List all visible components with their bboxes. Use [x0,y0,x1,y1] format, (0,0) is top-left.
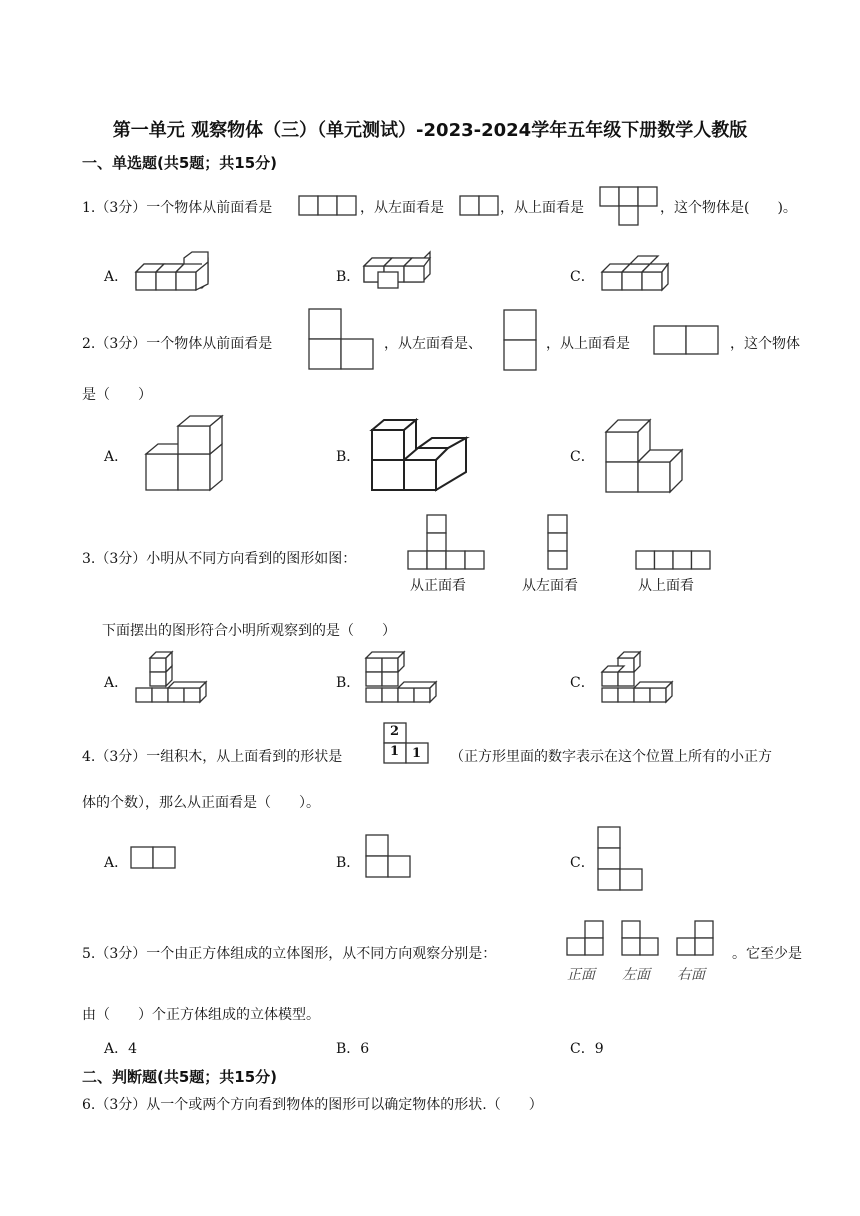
q3-top-view-figure [636,551,712,571]
q2-front-view-figure [309,309,375,371]
q5-option-c[interactable]: C．9 [570,1041,604,1057]
q5-text-part2: 。它至少是 [732,946,802,962]
q1-option-b-label[interactable]: B． [336,269,361,285]
q4-option-b-label[interactable]: B． [336,855,361,871]
q1-text-part3: ，从上面看是 [500,200,584,216]
q3-option-b-label[interactable]: B． [336,675,361,691]
q3-front-view-figure [408,515,486,571]
q2-option-c-label[interactable]: C． [570,449,595,465]
q2-option-c-cubes[interactable] [606,418,688,494]
q4-option-a-label[interactable]: A． [104,855,129,871]
q4-text-part1: 4.（3分）一组积木，从上面看到的形状是 [82,749,343,765]
q3-option-b-cubes[interactable] [366,652,436,706]
q3-caption-top: 从上面看 [638,578,694,594]
q5-left-view-figure [622,921,662,959]
q2-option-b-cubes[interactable] [372,420,472,492]
q5-text-part1: 5.（3分）一个由正方体组成的立体图形，从不同方向观察分别是： [82,946,497,962]
q5-option-a[interactable]: A．4 [104,1041,138,1057]
q5-caption-left: 左面 [622,967,650,983]
q2-text-part1: 2.（3分）一个物体从前面看是 [82,336,273,352]
q2-option-a-cubes[interactable] [146,416,226,492]
q1-option-b-cubes[interactable] [364,256,434,292]
q1-option-c-cubes[interactable] [602,258,672,294]
q1-top-view-figure [600,187,658,227]
q3-caption-left: 从左面看 [522,578,578,594]
q3-option-c-cubes[interactable] [602,652,672,706]
q2-option-a-label[interactable]: A． [104,449,129,465]
section-heading-true-false: 二、判断题(共5题；共15分) [82,1068,278,1086]
q1-front-view-figure [299,196,357,216]
q4-option-a-figure[interactable] [131,847,177,869]
q3-text-part1: 3.（3分）小明从不同方向看到的图形如图： [82,551,357,567]
q2-text-part3: ，从上面看是 [546,336,630,352]
q1-option-c-label[interactable]: C． [570,269,595,285]
q3-caption-front: 从正面看 [410,578,466,594]
q1-option-a-label[interactable]: A． [104,269,129,285]
q4-option-c-figure[interactable] [598,827,644,891]
q6-text: 6.（3分）从一个或两个方向看到物体的图形可以确定物体的形状.（ ） [82,1097,543,1113]
q1-text-part1: 1.（3分）一个物体从前面看是 [82,200,273,216]
q5-caption-front: 正面 [567,967,595,983]
q1-text-part2: ，从左面看是 [360,200,444,216]
q2-text-line2: 是（ ） [82,387,152,403]
q3-option-c-label[interactable]: C． [570,675,595,691]
q4-grid-digit-bottom-left: 1 [390,744,400,759]
q1-option-a-cubes[interactable] [136,258,212,294]
q2-text-part4: ，这个物体 [730,336,800,352]
section-heading-single-choice: 一、单选题(共5题；共15分) [82,154,278,172]
page-title: 第一单元 观察物体（三）（单元测试）-2023-2024学年五年级下册数学人教版 [112,120,748,141]
q1-text-part4: ，这个物体是( )。 [660,200,797,216]
q5-caption-right: 右面 [677,967,705,983]
q4-option-c-label[interactable]: C． [570,855,595,871]
q3-text-line2: 下面摆出的图形符合小明所观察到的是（ ） [102,623,396,639]
q2-left-view-figure [504,310,538,372]
q3-left-view-figure [548,515,570,571]
q2-option-b-label[interactable]: B． [336,449,361,465]
q4-text-part2: （正方形里面的数字表示在这个位置上所有的小正方 [450,749,772,765]
q3-option-a-cubes[interactable] [136,652,206,706]
q2-text-part2: ，从左面看是、 [384,336,482,352]
q4-text-line2: 体的个数），那么从正面看是（ ）。 [82,795,320,811]
q5-right-view-figure [677,921,717,959]
q2-top-view-figure [654,326,720,356]
q4-option-b-figure[interactable] [366,835,412,879]
q5-text-line2: 由（ ）个正方体组成的立体模型。 [82,1007,320,1023]
q4-grid-digit-bottom-right: 1 [412,746,422,761]
q3-option-a-label[interactable]: A． [104,675,129,691]
q1-left-view-figure [460,196,498,216]
q5-front-view-figure [567,921,607,959]
q5-option-b[interactable]: B．6 [336,1041,370,1057]
q4-grid-digit-top: 2 [390,724,400,739]
